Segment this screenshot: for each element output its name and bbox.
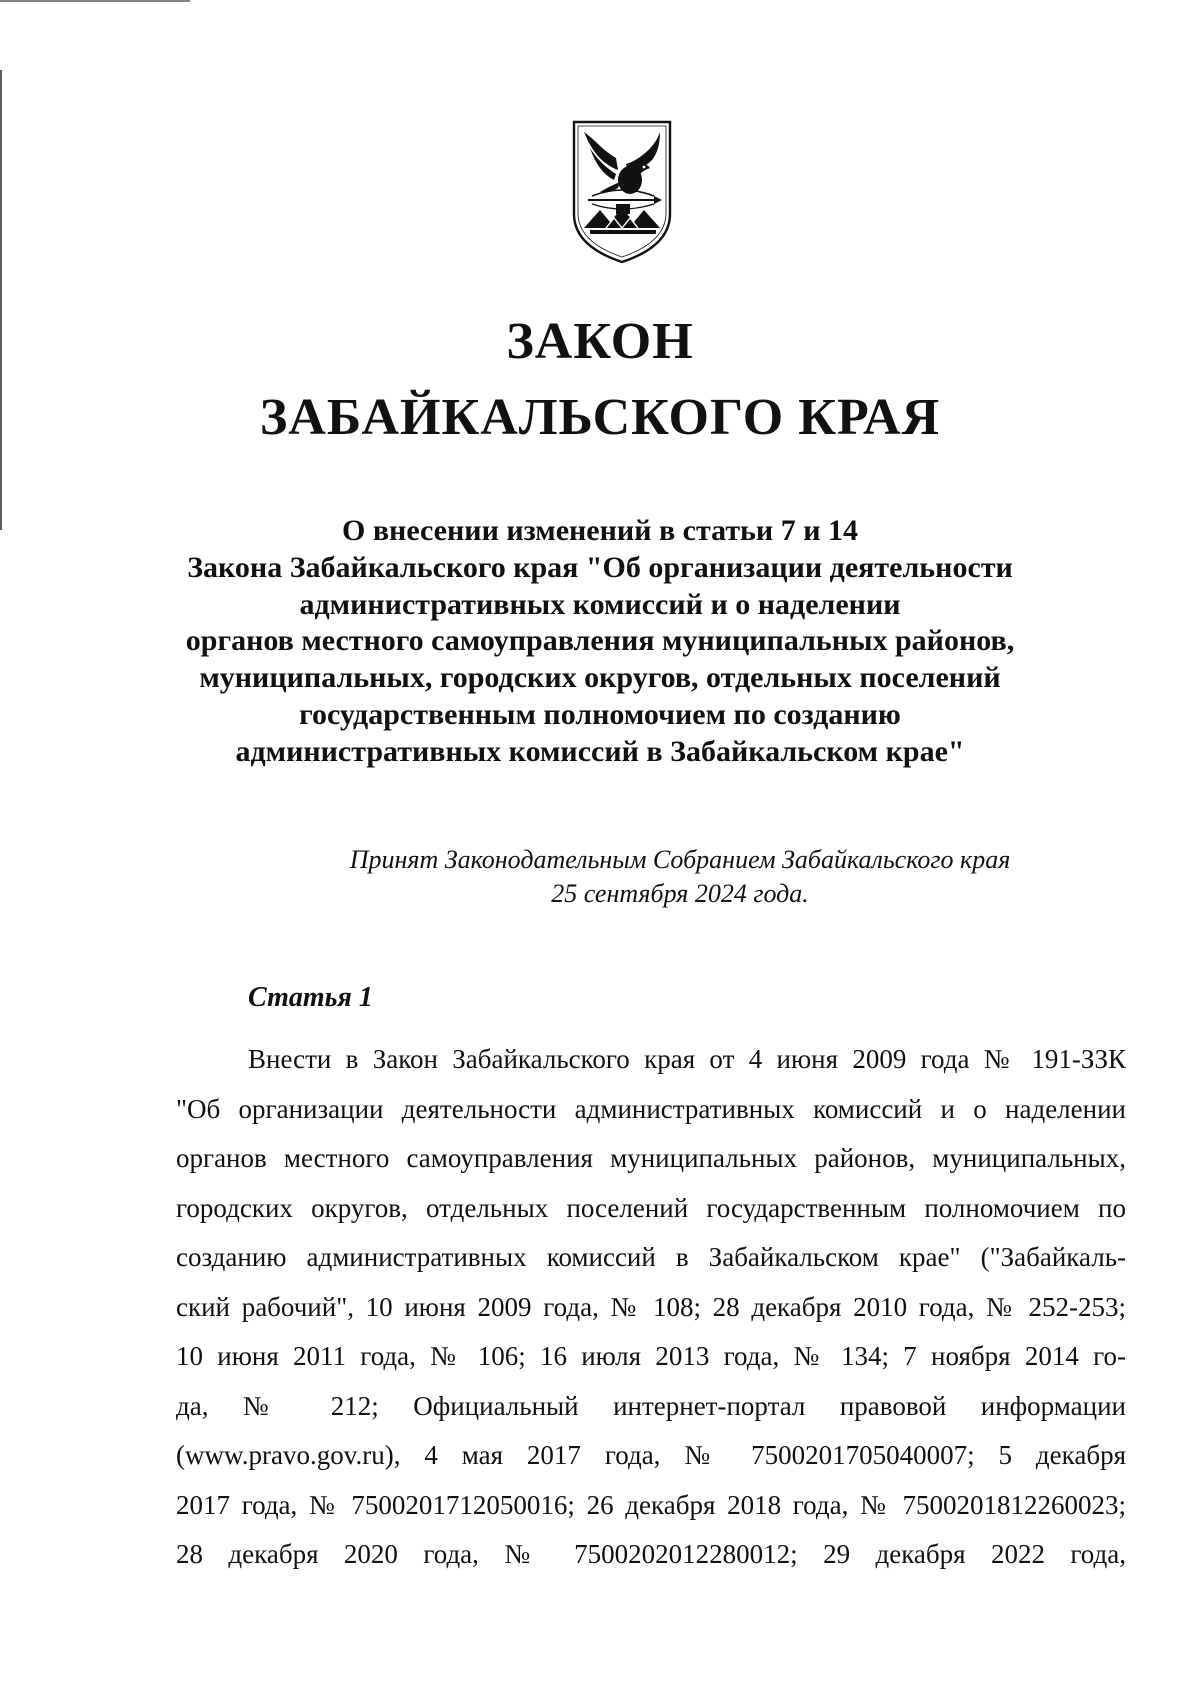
adoption-body: Принят Законодательным Собранием Забайкальского края xyxy=(349,845,1011,874)
article-line: (www.pravo.gov.ru), 4 мая 2017 года, № 7500201705040007; 5 декабря xyxy=(176,1440,1126,1470)
subtitle-line: административных комиссий и о наделении xyxy=(299,587,901,621)
article-line: да, № 212; Официальный интернет-портал правовой информации xyxy=(176,1390,1126,1421)
eagle-shield-icon xyxy=(570,118,674,266)
article-line: Внести в Закон Забайкальского края от 4 июня 2009 года № 191-ЗЗК xyxy=(248,1044,1126,1074)
adoption-note xyxy=(280,843,1080,911)
scan-artifact-top xyxy=(0,0,190,2)
article-body xyxy=(176,1035,1126,1580)
article-line: 10 июня 2011 года, № 106; 16 июля 2013 года, № 134; 7 ноября 2014 го- xyxy=(176,1341,1126,1371)
article-line: ский рабочий", 10 июня 2009 года, № 108; 28 декабря 2010 года, № 252-253; xyxy=(176,1291,1126,1322)
article-line: 2017 года, № 7500201712050016; 26 декабря 2018 года, № 7500201812260023; xyxy=(176,1489,1126,1520)
scan-artifact-left-edge xyxy=(0,70,2,530)
article-line: органов местного самоуправления муниципальных районов, муниципальных, xyxy=(176,1143,1126,1173)
subtitle-line: государственным полномочием по созданию xyxy=(299,697,901,731)
law-title: ЗАКОН xyxy=(506,313,694,370)
subtitle-line: О внесении изменений в статьи 7 и 14 xyxy=(342,514,858,547)
coat-of-arms-emblem xyxy=(570,118,674,266)
subtitle-line: Закона Забайкальского края "Об организации деятельности xyxy=(187,550,1013,584)
article-line: созданию административных комиссий в Забайкальском крае" ("Забайкаль- xyxy=(176,1242,1126,1272)
subtitle-line: органов местного самоуправления муниципальных районов, xyxy=(185,624,1015,658)
adoption-date: 25 сентября 2024 года. xyxy=(551,879,809,908)
article-line: 28 декабря 2020 года, № 7500202012280012; 29 декабря 2022 года, xyxy=(176,1539,1126,1569)
article-heading: Статья 1 xyxy=(248,982,373,1013)
article-line: городских округов, отдельных поселений государственным полномочием по xyxy=(176,1192,1126,1223)
subtitle-line: административных комиссий в Забайкальском крае" xyxy=(235,734,965,768)
law-subtitle xyxy=(170,513,1030,771)
law-region-title: ЗАБАЙКАЛЬСКОГО КРАЯ xyxy=(259,389,941,446)
article-line: "Об организации деятельности административных комиссий и о наделении xyxy=(176,1093,1126,1124)
subtitle-line: муниципальных, городских округов, отдельных поселений xyxy=(199,661,1001,695)
